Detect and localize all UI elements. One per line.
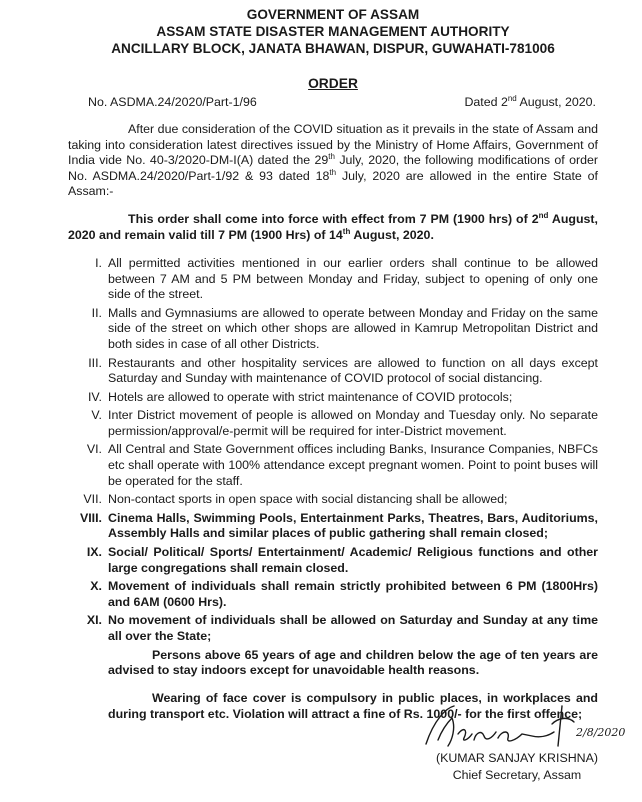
list-item: VIII. Cinema Halls, Swimming Pools, Entertainment Parks, Theatres, Bars, Auditoriums, Assembly Halls and similar places of public gathering shall remain closed; [79,510,598,541]
list-item: II. Malls and Gymnasiums are allowed to operate between Monday and Friday on the same side of the street on which other shops are allowed in Kamrup Metropolitan District and both sides in case of all other Districts. [91,305,598,351]
intro-paragraph: After due consideration of the COVID situation as it prevails in the state of Assam and taking into consideration latest directives issued by the Ministry of Home Affairs, Government of India vide No. 40-3/2020-DM-I(A) dated the 29th July, 2020, the following modifications of order No. ASDMA.24/2020/Part-1/92 & 93 dated 18th July, 2020 are allowed in the entire State of Assam:- [68,122,598,199]
list-item: I. All permitted activities mentioned in our earlier orders shall continue to be allowed between 7 AM and 5 PM between Monday and Friday, subject to opening of only one side of the street. [95,255,598,302]
list-item: XI. No movement of individuals shall be allowed on Saturday and Sunday at any time all over the State; [86,613,598,643]
list-item: VI. All Central and State Government offices including Banks, Insurance Companies, NBFCs etc shall operate with 100% attendance except pregnant women. Point to point buses will be operated for the staff. [86,442,598,488]
list-item: IV. Hotels are allowed to operate with strict maintenance of COVID protocols; [87,389,513,404]
list-item: IX. Social/ Political/ Sports/ Entertainment/ Academic/ Religious functions and other large congregations shall remain closed. [86,545,598,575]
signatory-block [436,750,598,784]
closing-paragraph-face-cover: Wearing of face cover is compulsory in public places, in workplaces and during transport etc. Violation will attract a fine of Rs. 1000/- for the first offence; [108,691,598,721]
document-title: ORDER [308,76,358,91]
list-item: V. Inter District movement of people is allowed on Monday and Tuesday only. No separate permission/approval/e-permit will be required for inter-District movement. [91,408,598,438]
list-item: III. Restaurants and other hospitality services are allowed to function on all days except Saturday and Sunday with maintenance of COVID protocol of social distancing. [88,355,598,386]
reference-number: No. ASDMA.24/2020/Part-1/96 [88,95,257,109]
header-authority: ASSAM STATE DISASTER MANAGEMENT AUTHORITY [156,24,510,39]
closing-paragraph-elderly: Persons above 65 years of age and children below the age of ten years are advised to stay indoors except for unavoidable health reasons. [108,647,598,678]
header-address: ANCILLARY BLOCK, JANATA BHAWAN, DISPUR, GUWAHATI-781006 [111,41,555,56]
list-item: VII. Non-contact sports in open space with social distancing shall be allowed; [83,492,508,507]
order-date: Dated 2nd August, 2020. [464,93,596,109]
svg-text:2/8/2020: 2/8/2020 [576,726,626,739]
reference-line [68,94,598,110]
signatory-designation: Chief Secretary, Assam [452,768,582,782]
signatory-name: (KUMAR SANJAY KRISHNA) [435,751,598,765]
modifications-list [68,256,598,645]
effect-paragraph: This order shall come into force with effect from 7 PM (1900 hrs) of 2nd August, 2020 and remain valid till 7 PM (1900 Hrs) of 14th August, 2020. [68,211,598,242]
header-government: GOVERNMENT OF ASSAM [246,7,420,22]
list-item: X. Movement of individuals shall remain strictly prohibited between 6 PM (1800Hrs) and 6AM (0600 Hrs). [90,579,598,609]
